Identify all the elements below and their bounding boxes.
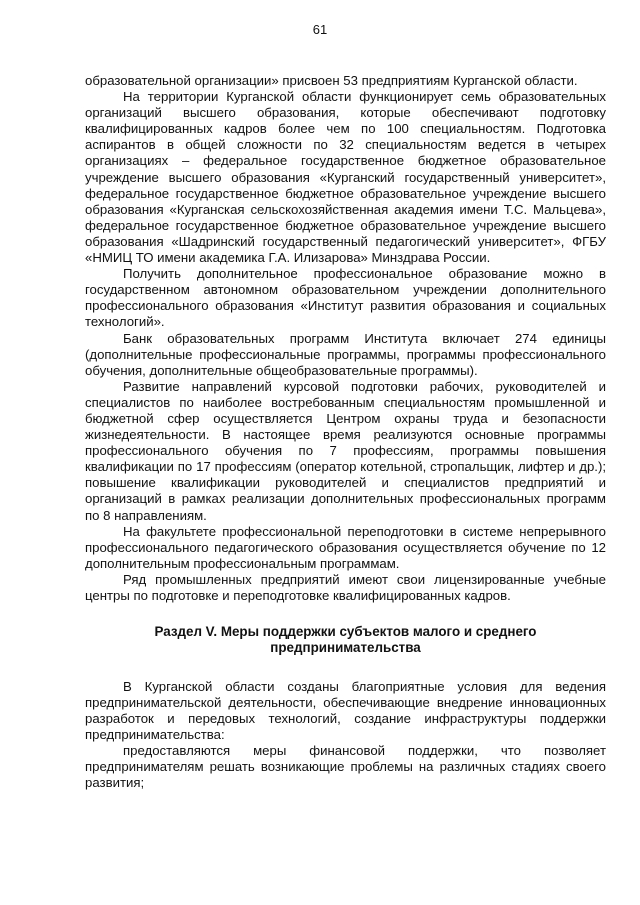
- section-heading: [85, 624, 606, 656]
- paragraph-training-centers: Ряд промышленных предприятий имеют свои лицензированные учебные центры по подготовке и переподготовке квалифицированных кадров.: [85, 571, 606, 603]
- page-number: 61: [312, 22, 328, 37]
- paragraph-continuation: образовательной организации» присвоен 53 предприятиям Курганской области.: [85, 73, 578, 88]
- paragraph-program-bank: Банк образовательных программ Института включает 274 единицы (дополнительные профессиональные программы, программы профессионального обучения, дополнительные общеобразовательные программы).: [85, 330, 606, 378]
- paragraph-retraining-faculty: На факультете профессиональной переподготовки в системе непрерывного профессионального педагогического образования осуществляется обучение по 12 дополнительным профессиональным программам.: [85, 523, 606, 571]
- paragraph-additional-education: Получить дополнительное профессиональное образование можно в государственном автономном образовательном учреждении дополнительного профессионального образования «Институт развития образования и социальных технологий».: [85, 266, 606, 330]
- paragraph-higher-education: На территории Курганской области функционирует семь образовательных организаций высшего образования, которые обеспечивают подготовку квалифицированных кадров более чем по 100 специальностям. Подготовка аспирантов в общей сложности по 32 специальностям ведется в четырех организациях – федеральное государственное бюджетное образовательное учреждение высшего образования «Курганский государственный университет», федеральное государственное бюджетное образовательное учреждение высшего образования «Курганская сельскохозяйственная академия имени Т.С. Мальцева», федеральное государственное бюджетное образовательное учреждение высшего образования «Шадринский государственный педагогический университет», ФГБУ «НМИЦ ТО имени академика Г.А. Илизарова» Минздрава России.: [85, 89, 606, 266]
- section-heading-line1: Раздел V. Меры поддержки субъектов малого и среднего: [154, 624, 537, 640]
- section-heading-line2: предпринимательства: [270, 640, 421, 656]
- paragraph-course-training: Развитие направлений курсовой подготовки рабочих, руководителей и специалистов по наиболее востребованным специальностям промышленной и бюджетной сфер осуществляется Центром охраны труда и безопасности жизнедеятельности. В настоящее время реализуются основные программы профессионального обучения по 7 профессиям, программы повышения квалификации по 17 профессиям (оператор котельной, стропальщик, лифтер и др.); повышение квалификации руководителей и специалистов предприятий и организаций в рамках реализации дополнительных профессиональных программ по 8 направлениям.: [85, 378, 606, 523]
- paragraph-business-conditions: В Курганской области созданы благоприятные условия для ведения предпринимательской деятельности, обеспечивающие внедрение инновационных разработок и передовых технологий, создание инфраструктуры поддержки предпринимательства:: [85, 678, 606, 742]
- document-body: [85, 73, 606, 791]
- paragraph-financial-support: предоставляются меры финансовой поддержки, что позволяет предпринимателям решать возникающие проблемы на различных стадиях своего развития;: [85, 742, 606, 791]
